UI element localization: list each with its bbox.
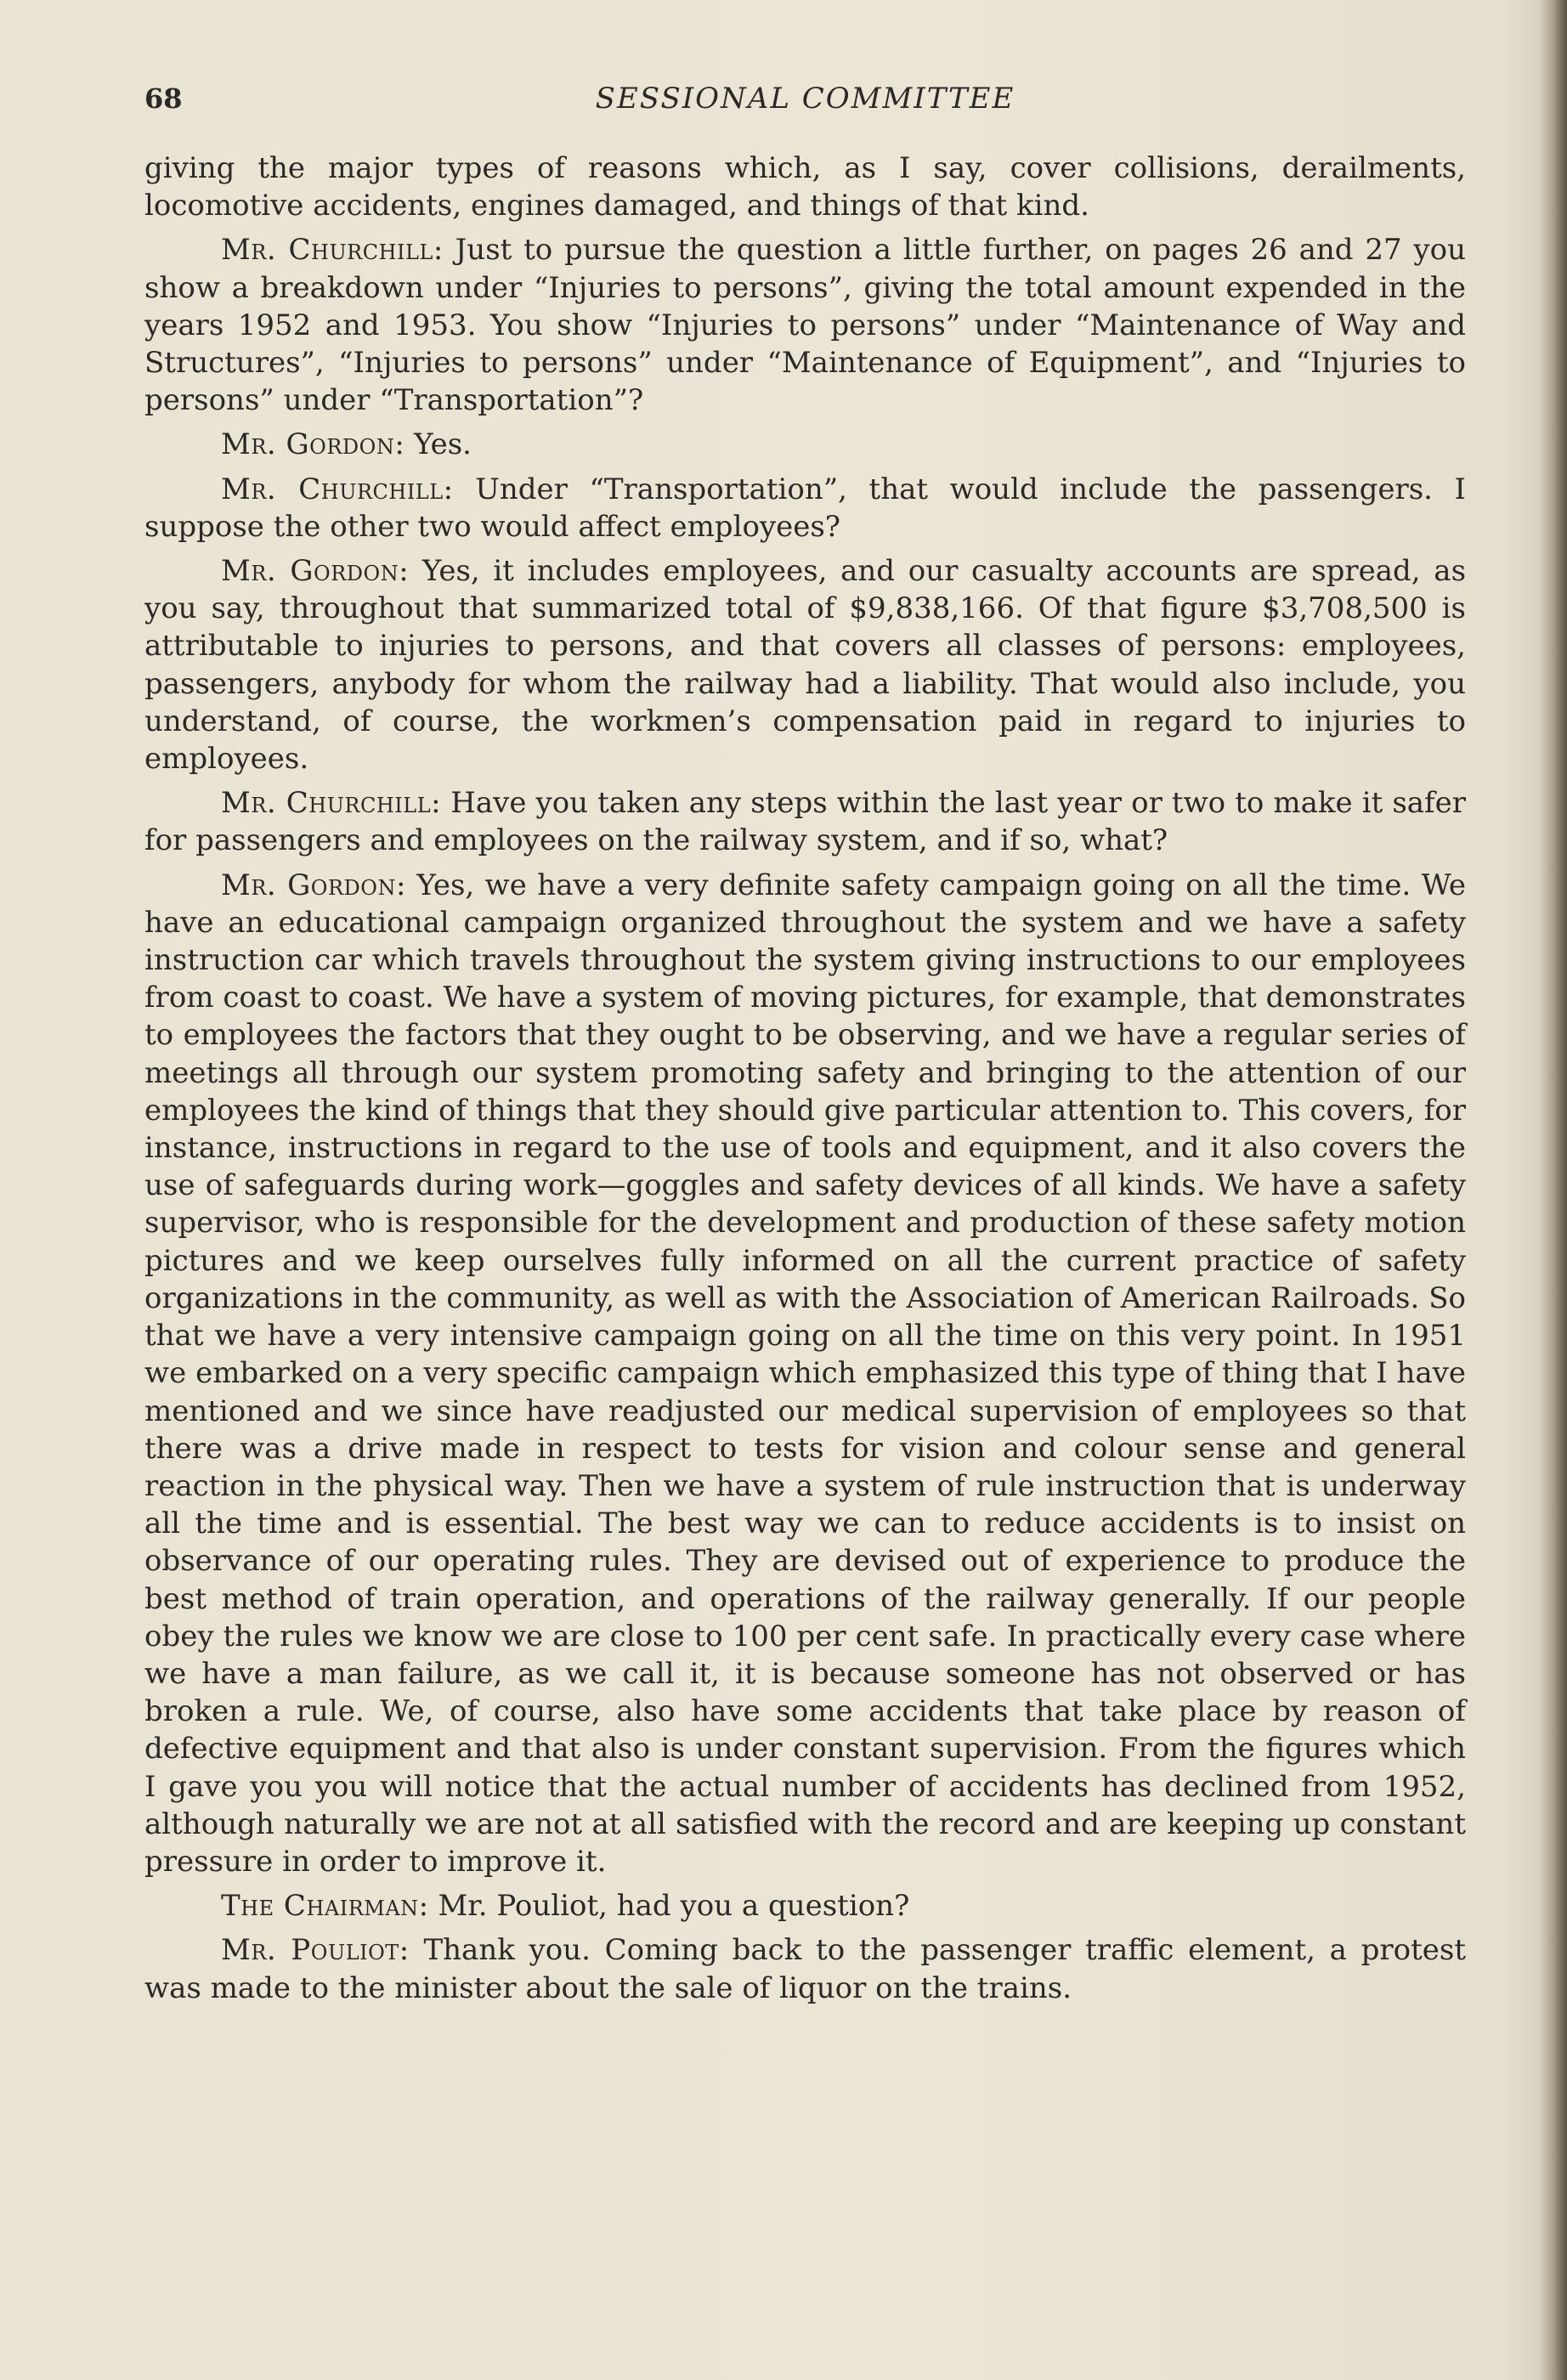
paragraph-text: Mr. Pouliot, had you a question? xyxy=(438,1889,910,1924)
paragraph-gordon-1 xyxy=(144,426,1466,463)
paragraph-churchill-3 xyxy=(144,784,1466,859)
paragraph-chairman xyxy=(144,1887,1466,1925)
page-number: 68 xyxy=(144,82,183,115)
speaker-name: Mr. Gordon: xyxy=(221,554,410,589)
paragraph-gordon-3 xyxy=(144,867,1466,1880)
paragraph-continuation xyxy=(144,150,1466,224)
paragraph-text: Thank you. Coming back to the passenger traffic element, a protest was made to the minister about the sale of liquor on the trains. xyxy=(144,1933,1467,2005)
paragraph-text: giving the major types of reasons which, as I say, cover collisions, derailments, locomotive accidents, engines damaged, and things of that kind. xyxy=(144,151,1466,223)
speaker-name: Mr. Churchill: xyxy=(221,472,454,506)
speaker-name: Mr. Gordon: xyxy=(221,427,405,462)
paragraph-text: Yes, we have a very definite safety campaign going on all the time. We have an educational campaign organized throughout the system and we have a safety instruction car which travels throughout the system giving instructions to our employees from coast to coast. We have a system of moving pictures, for example, that demonstrates to employees the factors that they ought to be observing, and we have a regular series of meetings all through our system promoting safety and bringing to the attention of our employees the kind of things that they should give particular attention to. This covers, for instance, instructions in regard to the use of tools and equipment, and it also covers the use of safeguards during work—goggles and safety devices of all kinds. We have a safety supervisor, who is responsible for the development and production of these safety motion pictures and we keep ourselves fully informed on all the current practice of safety organizations in the community, as well as with the Association of American Railroads. So that we have a very intensive campaign going on all the time on this very point. In 1951 we embarked on a very specific campaign which emphasized this type of thing that I have mentioned and we since have readjusted our medical supervision of employees so that there was a drive made in respect to tests for vision and colour sense and general reaction in the physical way. Then we have a system of rule instruction that is underway all the time and is essential. The best way we can to reduce accidents is to insist on observance of our operating rules. They are devised out of experience to produce the best method of train operation, and operations of the railway generally. If our people obey the rules we know we are close to 100 per cent safe. In practically every case where we have a man failure, as we call it, it is because someone has not observed or has broken a rule. We, of course, also have some accidents that take place by reason of defective equipment and that also is under constant supervision. From the figures which I gave you you will notice that the actual number of accidents has declined from 1952, although naturally we are not at all satisfied with the record and are keeping up constant pressure in order to improve it. xyxy=(144,868,1466,1879)
paragraph-churchill-2 xyxy=(144,471,1466,546)
page-header xyxy=(144,78,1466,121)
paragraph-text: Just to pursue the question a little further, on pages 26 and 27 you show a breakdown under “Injuries to persons”, giving the total amount expended in the years 1952 and 1953. You show “Injuries to persons” under “Maintenance of Way and Structures”, “Injuries to persons” under “Maintenance of Equipment”, and “Injuries to persons” under “Transportation”? xyxy=(144,233,1467,418)
paragraph-gordon-2 xyxy=(144,552,1466,777)
speaker-name: Mr. Churchill: xyxy=(221,233,444,268)
paragraph-text: Yes, it includes employees, and our casualty accounts are spread, as you say, throughout that summarized total of $9,838,166. Of that figure $3,708,500 is attributable to injuries to persons, and that covers all classes of persons: employees, passengers, anybody for whom the railway had a liability. That would also include, you understand, of course, the workmen’s compensation paid in regard to injuries to employees. xyxy=(144,554,1467,777)
paragraph-pouliot xyxy=(144,1931,1466,2006)
paragraph-text: Yes. xyxy=(414,427,472,462)
speaker-name: The Chairman: xyxy=(221,1889,429,1924)
speaker-name: Mr. Churchill: xyxy=(221,786,442,821)
speaker-name: Mr. Pouliot: xyxy=(221,1933,410,1968)
paragraph-churchill-1 xyxy=(144,231,1466,419)
paragraph-text: Under “Transportation”, that would include the passengers. I suppose the other two would affect employees? xyxy=(144,472,1466,544)
speaker-name: Mr. Gordon: xyxy=(221,868,406,902)
body-text xyxy=(144,150,1466,2014)
paragraph-text: Have you taken any steps within the last year or two to make it safer for passengers and employees on the railway system, and if so, what? xyxy=(144,786,1466,858)
running-title: SESSIONAL COMMITTEE xyxy=(595,82,1015,116)
page-edge-shadow xyxy=(1538,0,1567,2380)
